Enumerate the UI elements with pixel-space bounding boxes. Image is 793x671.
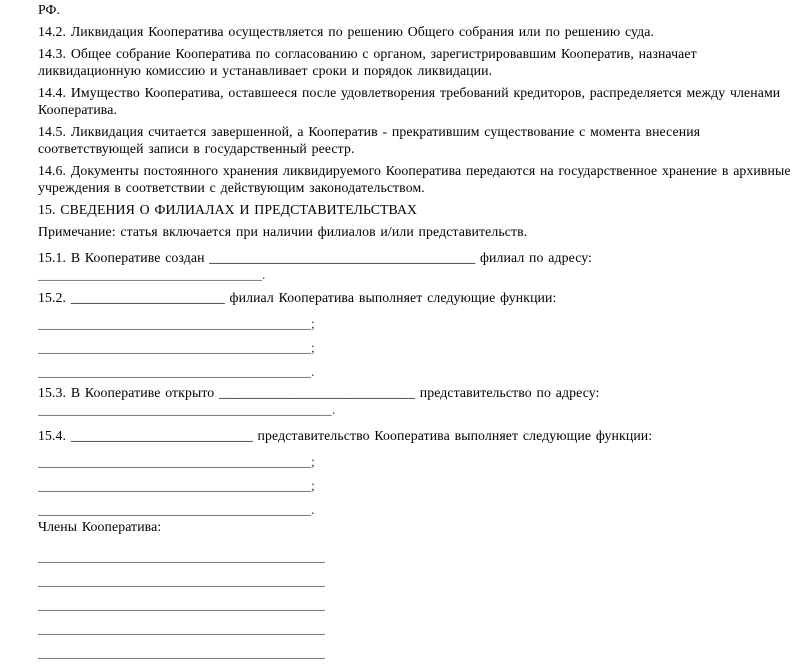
- paragraph-14-6-line-1: 14.6. Документы постоянного хранения ликвидируемого Кооператива передаются на государственное хранение в архивные: [38, 163, 791, 178]
- paragraph-15-4: 15.4. __________________________ представительство Кооператива выполняет следующие функции:: [38, 428, 653, 443]
- paragraph-15-3-line-1: 15.3. В Кооперативе открыто ____________________________ представительство по адресу:: [38, 385, 600, 400]
- paragraph-14-4-line-1: 14.4. Имущество Кооператива, оставшееся после удовлетворения требований кредиторов, распределяется между членами: [38, 85, 781, 100]
- paragraph-14-5-line-1: 14.5. Ликвидация считается завершенной, а Кооператив - прекратившим существование с момента внесения: [38, 124, 701, 139]
- paragraph-15-1-line-1: 15.1. В Кооперативе создан ______________________________________ филиал по адресу:: [38, 250, 592, 265]
- note-paragraph: Примечание: статья включается при наличии филиалов и/или представительств.: [38, 224, 528, 239]
- blank-member-line: _________________________________________: [38, 621, 325, 636]
- members-label: Члены Кооператива:: [38, 519, 162, 534]
- paragraph-14-3-line-1: 14.3. Общее собрание Кооператива по согласованию с органом, зарегистрировавшим Кооператив, назначает: [38, 46, 697, 61]
- section-15-heading: 15. СВЕДЕНИЯ О ФИЛИАЛАХ И ПРЕДСТАВИТЕЛЬСТВАХ: [38, 202, 418, 217]
- paragraph-14-6-line-2: учреждения в соответствии с действующим законодательством.: [38, 180, 425, 195]
- paragraph-14-4-line-2: Кооператива.: [38, 102, 118, 117]
- blank-function-line: _______________________________________;: [38, 454, 315, 469]
- blank-function-line: _______________________________________;: [38, 340, 315, 355]
- blank-function-line: _______________________________________.: [38, 364, 315, 379]
- paragraph-15-1-address-blank: ________________________________.: [38, 267, 266, 282]
- paragraph-14-3-line-2: ликвидационную комиссию и устанавливает сроки и порядок ликвидации.: [38, 63, 493, 78]
- paragraph-15-3-address-blank: __________________________________________.: [38, 402, 336, 417]
- blank-function-line: _______________________________________;: [38, 478, 315, 493]
- blank-function-line: _______________________________________.: [38, 502, 315, 517]
- paragraph-14-5-line-2: соответствующей записи в государственный реестр.: [38, 141, 355, 156]
- paragraph-14-1-continuation: РФ.: [38, 2, 61, 17]
- blank-member-line: _________________________________________: [38, 549, 325, 564]
- blank-member-line: _________________________________________: [38, 573, 325, 588]
- blank-function-line: _______________________________________;: [38, 316, 315, 331]
- blank-member-line: _________________________________________: [38, 645, 325, 660]
- blank-member-line: _________________________________________: [38, 597, 325, 612]
- paragraph-14-2: 14.2. Ликвидация Кооператива осуществляется по решению Общего собрания или по решению суда.: [38, 24, 655, 39]
- paragraph-15-2: 15.2. ______________________ филиал Кооператива выполняет следующие функции:: [38, 290, 557, 305]
